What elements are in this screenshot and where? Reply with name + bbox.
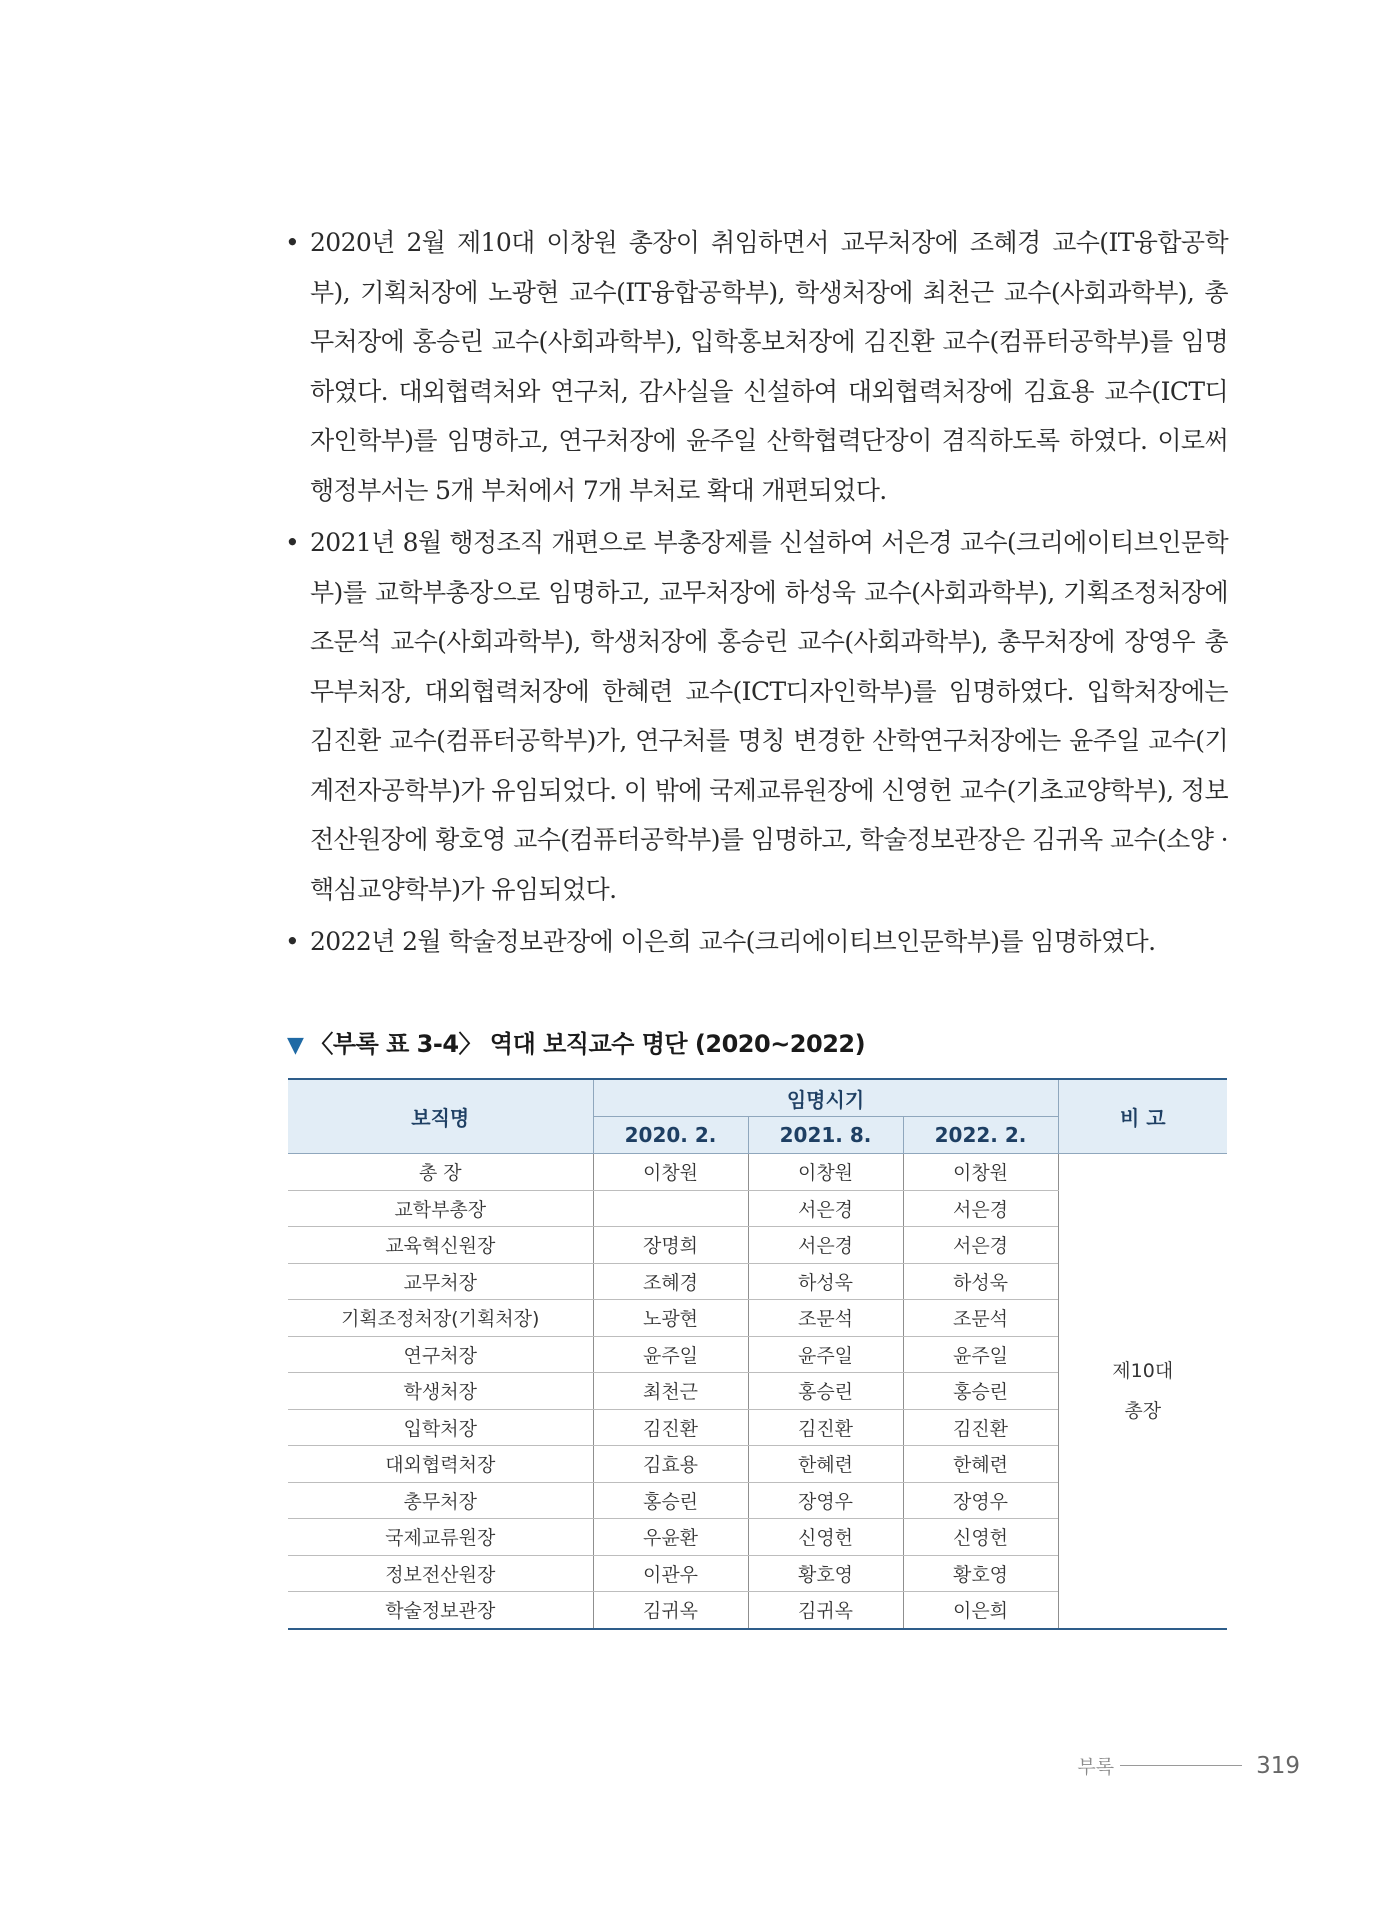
cell-2020: 이창원 bbox=[593, 1154, 748, 1191]
cell-position: 총 장 bbox=[288, 1154, 593, 1191]
header-period: 임명시기 bbox=[593, 1079, 1058, 1117]
cell-2021: 조문석 bbox=[748, 1300, 903, 1337]
cell-2022: 홍승린 bbox=[903, 1373, 1058, 1410]
cell-2022: 신영헌 bbox=[903, 1519, 1058, 1556]
cell-2020: 우윤환 bbox=[593, 1519, 748, 1556]
cell-position: 정보전산원장 bbox=[288, 1555, 593, 1592]
cell-position: 학술정보관장 bbox=[288, 1592, 593, 1629]
cell-2022: 김진환 bbox=[903, 1409, 1058, 1446]
cell-position: 입학처장 bbox=[288, 1409, 593, 1446]
cell-position: 대외협력처장 bbox=[288, 1446, 593, 1483]
cell-2022: 이은희 bbox=[903, 1592, 1058, 1629]
table-caption bbox=[287, 1024, 865, 1059]
bullet-text: 2022년 2월 학술정보관장에 이은희 교수(크리에이티브인문학부)를 임명하였다. bbox=[310, 927, 1156, 956]
bullet-paragraph-2022 bbox=[283, 917, 1228, 967]
cell-2020: 홍승린 bbox=[593, 1482, 748, 1519]
cell-position: 총무처장 bbox=[288, 1482, 593, 1519]
roster-table bbox=[288, 1078, 1227, 1630]
cell-2021: 한혜련 bbox=[748, 1446, 903, 1483]
table-row bbox=[288, 1154, 1227, 1191]
cell-2020: 조혜경 bbox=[593, 1263, 748, 1300]
bullet-symbol: • bbox=[285, 528, 300, 557]
note-line: 총장 bbox=[1124, 1399, 1162, 1422]
body-text bbox=[283, 218, 1228, 970]
cell-2020: 김효용 bbox=[593, 1446, 748, 1483]
cell-position: 국제교류원장 bbox=[288, 1519, 593, 1556]
header-position: 보직명 bbox=[288, 1079, 593, 1154]
header-date-2022: 2022. 2. bbox=[903, 1117, 1058, 1154]
cell-2020: 이관우 bbox=[593, 1555, 748, 1592]
footer-section-label: 부록 bbox=[1077, 1756, 1115, 1778]
cell-2022: 장영우 bbox=[903, 1482, 1058, 1519]
cell-2021: 장영우 bbox=[748, 1482, 903, 1519]
cell-2022: 하성욱 bbox=[903, 1263, 1058, 1300]
cell-2021: 이창원 bbox=[748, 1154, 903, 1191]
cell-2022: 서은경 bbox=[903, 1227, 1058, 1264]
bullet-symbol: • bbox=[285, 228, 300, 257]
cell-2021: 김진환 bbox=[748, 1409, 903, 1446]
bullet-paragraph-2020 bbox=[283, 218, 1228, 515]
cell-2021: 황호영 bbox=[748, 1555, 903, 1592]
cell-2020: 윤주일 bbox=[593, 1336, 748, 1373]
bullet-text: 2021년 8월 행정조직 개편으로 부총장제를 신설하여 서은경 교수(크리에이티브인문학부)를 교학부총장으로 임명하고, 교무처장에 하성욱 교수(사회과학부), 기획조정처장에 조문석 교수(사회과학부), 학생처장에 홍승린 교수(사회과학부), 총무처장에 장영우 총무부처장, 대외협력처장에 한혜련 교수(ICT디자인학부)를 임명하였다. 입학처장에는 김진환 교수(컴퓨터공학부)가, 연구처를 명칭 변경한 산학연구처장에는 윤주일 교수(기계전자공학부)가 유임되었다. 이 밖에 국제교류원장에 신영헌 교수(기초교양학부), 정보전산원장에 황호영 교수(컴퓨터공학부)를 임명하고, 학술정보관장은 김귀옥 교수(소양 · 핵심교양학부)가 유임되었다. bbox=[310, 528, 1228, 904]
header-note: 비 고 bbox=[1058, 1079, 1227, 1154]
cell-position: 학생처장 bbox=[288, 1373, 593, 1410]
cell-2022: 황호영 bbox=[903, 1555, 1058, 1592]
cell-position: 교학부총장 bbox=[288, 1190, 593, 1227]
cell-position: 교무처장 bbox=[288, 1263, 593, 1300]
cell-2021: 신영헌 bbox=[748, 1519, 903, 1556]
header-date-2020: 2020. 2. bbox=[593, 1117, 748, 1154]
cell-2020: 김진환 bbox=[593, 1409, 748, 1446]
cell-2021: 윤주일 bbox=[748, 1336, 903, 1373]
cell-2020: 김귀옥 bbox=[593, 1592, 748, 1629]
bullet-paragraph-2021 bbox=[283, 518, 1228, 914]
cell-2020: 노광현 bbox=[593, 1300, 748, 1337]
cell-position: 교육혁신원장 bbox=[288, 1227, 593, 1264]
cell-2022: 조문석 bbox=[903, 1300, 1058, 1337]
cell-2020 bbox=[593, 1190, 748, 1227]
cell-2020: 최천근 bbox=[593, 1373, 748, 1410]
cell-2021: 서은경 bbox=[748, 1190, 903, 1227]
cell-2022: 한혜련 bbox=[903, 1446, 1058, 1483]
cell-position: 연구처장 bbox=[288, 1336, 593, 1373]
page-footer bbox=[1077, 1752, 1300, 1779]
cell-2020: 장명희 bbox=[593, 1227, 748, 1264]
table-body bbox=[288, 1154, 1227, 1629]
footer-rule bbox=[1120, 1765, 1242, 1766]
cell-2022: 이창원 bbox=[903, 1154, 1058, 1191]
table-header-row bbox=[288, 1079, 1227, 1117]
header-date-2021: 2021. 8. bbox=[748, 1117, 903, 1154]
bullet-symbol: • bbox=[285, 927, 300, 956]
cell-2022: 윤주일 bbox=[903, 1336, 1058, 1373]
cell-2021: 김귀옥 bbox=[748, 1592, 903, 1629]
cell-note bbox=[1058, 1154, 1227, 1629]
cell-2022: 서은경 bbox=[903, 1190, 1058, 1227]
note-line: 제10대 bbox=[1112, 1359, 1174, 1382]
triangle-down-icon: ▼ bbox=[287, 1033, 304, 1058]
cell-2021: 서은경 bbox=[748, 1227, 903, 1264]
bullet-text: 2020년 2월 제10대 이창원 총장이 취임하면서 교무처장에 조혜경 교수(IT융합공학부), 기획처장에 노광현 교수(IT융합공학부), 학생처장에 최천근 교수(사회과학부), 총무처장에 홍승린 교수(사회과학부), 입학홍보처장에 김진환 교수(컴퓨터공학부)를 임명하였다. 대외협력처와 연구처, 감사실을 신설하여 대외협력처장에 김효용 교수(ICT디자인학부)를 임명하고, 연구처장에 윤주일 산학협력단장이 겸직하도록 하였다. 이로써 행정부서는 5개 부처에서 7개 부처로 확대 개편되었다. bbox=[310, 228, 1228, 505]
cell-2021: 홍승린 bbox=[748, 1373, 903, 1410]
cell-2021: 하성욱 bbox=[748, 1263, 903, 1300]
page-number: 319 bbox=[1256, 1752, 1300, 1779]
table-caption-text: 〈부록 표 3-4〉 역대 보직교수 명단 (2020~2022) bbox=[309, 1030, 866, 1058]
cell-position: 기획조정처장(기획처장) bbox=[288, 1300, 593, 1337]
